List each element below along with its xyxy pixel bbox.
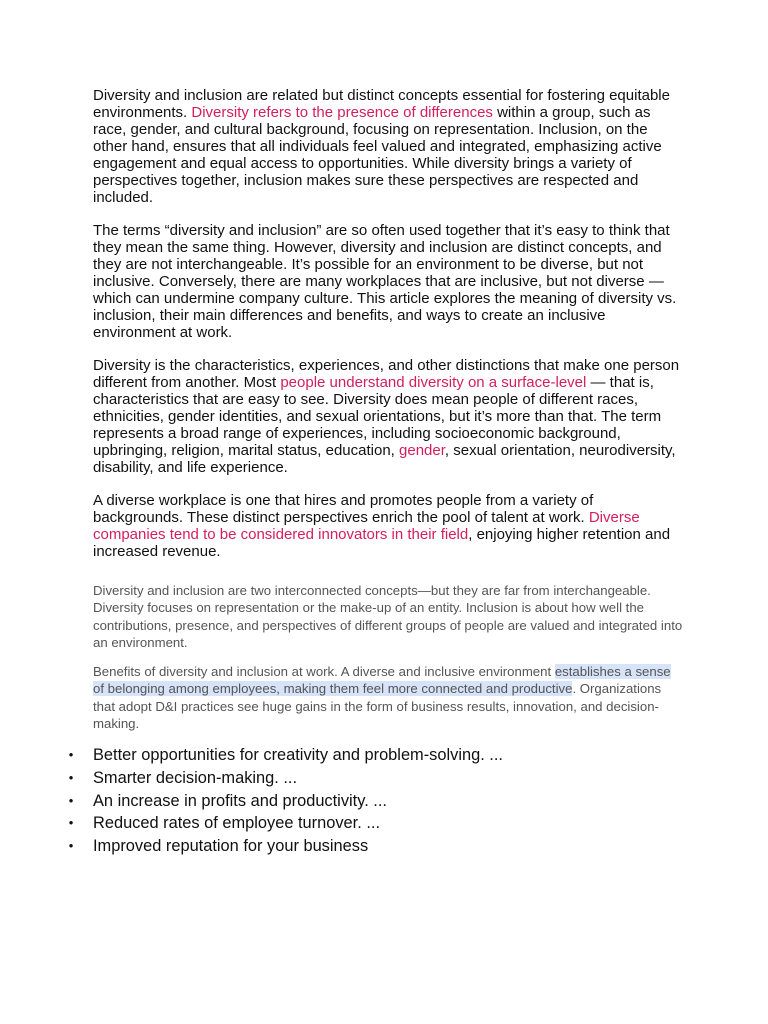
document-body bbox=[68, 87, 683, 858]
paragraph-text: Diversity and inclusion are two interconnected concepts—but they are far from interchangeable. Diversity focuses on representation or the make-up of an entity. Inclusion is about how well the contributions, presence, and perspectives of different groups of people are valued and integrated into an environment. bbox=[93, 583, 683, 650]
list-item bbox=[66, 790, 683, 813]
paragraph-text: — that is, characteristics that are easy to see. Diversity does mean people of different races, ethnicities, gender identities, and sexual orientations, but it’s more than that. The term represents a broad range of experiences, including socioeconomic background, upbringing, religion, marital status, education, bbox=[93, 374, 662, 459]
paragraph-terms bbox=[93, 222, 683, 341]
bullet-icon: • bbox=[68, 770, 74, 786]
benefits-list bbox=[66, 744, 683, 858]
paragraph-text: Diversity and inclusion are related but distinct concepts essential for fostering equitable environments. bbox=[93, 87, 670, 121]
list-item bbox=[66, 835, 683, 858]
paragraph-text: . Organizations that adopt D&I practices see huge gains in the form of business results, innovation, and decision-making. bbox=[93, 681, 662, 732]
paragraph-benefits bbox=[93, 663, 683, 732]
list-item bbox=[66, 744, 683, 767]
paragraph-text: , enjoying higher retention and increased revenue. bbox=[93, 526, 671, 560]
list-item-text: Better opportunities for creativity and problem-solving. ... bbox=[93, 746, 503, 765]
list-item-text: Smarter decision-making. ... bbox=[93, 769, 298, 788]
paragraph-text: , sexual orientation, neurodiversity, disability, and life experience. bbox=[93, 442, 676, 476]
bullet-icon: • bbox=[68, 838, 74, 854]
paragraph-definition bbox=[93, 87, 683, 206]
paragraph-text: Diversity is the characteristics, experiences, and other distinctions that make one person different from another. Most bbox=[93, 357, 680, 391]
link-diversity-differences[interactable]: Diversity refers to the presence of differences bbox=[191, 104, 493, 121]
list-item bbox=[66, 767, 683, 790]
paragraph-text: within a group, such as race, gender, and cultural background, focusing on representation. Inclusion, on the other hand, ensures that all individuals feel valued and integrated, emphasizing active engagement and equal access to opportunities. While diversity brings a variety of perspectives together, inclusion makes sure these perspectives are respected and included. bbox=[93, 104, 662, 206]
highlighted-text: establishes a sense of belonging among employees, making them feel more connected and productive bbox=[93, 664, 671, 697]
list-item bbox=[66, 812, 683, 835]
list-item-text: Improved reputation for your business bbox=[93, 837, 369, 856]
paragraph-text: Benefits of diversity and inclusion at work. A diverse and inclusive environment bbox=[93, 664, 555, 680]
list-item-text: Reduced rates of employee turnover. ... bbox=[93, 814, 380, 833]
link-diverse-companies[interactable]: Diverse companies tend to be considered innovators in their field bbox=[93, 509, 640, 543]
paragraph-diversity-characteristics bbox=[93, 357, 683, 476]
paragraph-text: A diverse workplace is one that hires and promotes people from a variety of backgrounds. These distinct perspectives enrich the pool of talent at work. bbox=[93, 492, 594, 526]
bullet-icon: • bbox=[68, 747, 74, 763]
link-gender[interactable]: gender bbox=[399, 442, 445, 459]
paragraph-diverse-workplace bbox=[93, 492, 683, 560]
paragraph-interconnected-concepts bbox=[93, 582, 683, 651]
paragraph-text: The terms “diversity and inclusion” are so often used together that it’s easy to think that they mean the same thing. However, diversity and inclusion are distinct concepts, and they are not interchangeable. It’s possible for an environment to be diverse, but not inclusive. Conversely, there are many workplaces that are inclusive, but not diverse — which can undermine company culture. This article explores the meaning of diversity vs. inclusion, their main differences and benefits, and ways to create an inclusive environment at work. bbox=[93, 222, 677, 341]
link-surface-level[interactable]: people understand diversity on a surface-level bbox=[280, 374, 587, 391]
bullet-icon: • bbox=[68, 792, 74, 808]
bullet-icon: • bbox=[68, 815, 74, 831]
list-item-text: An increase in profits and productivity. ... bbox=[93, 791, 387, 810]
